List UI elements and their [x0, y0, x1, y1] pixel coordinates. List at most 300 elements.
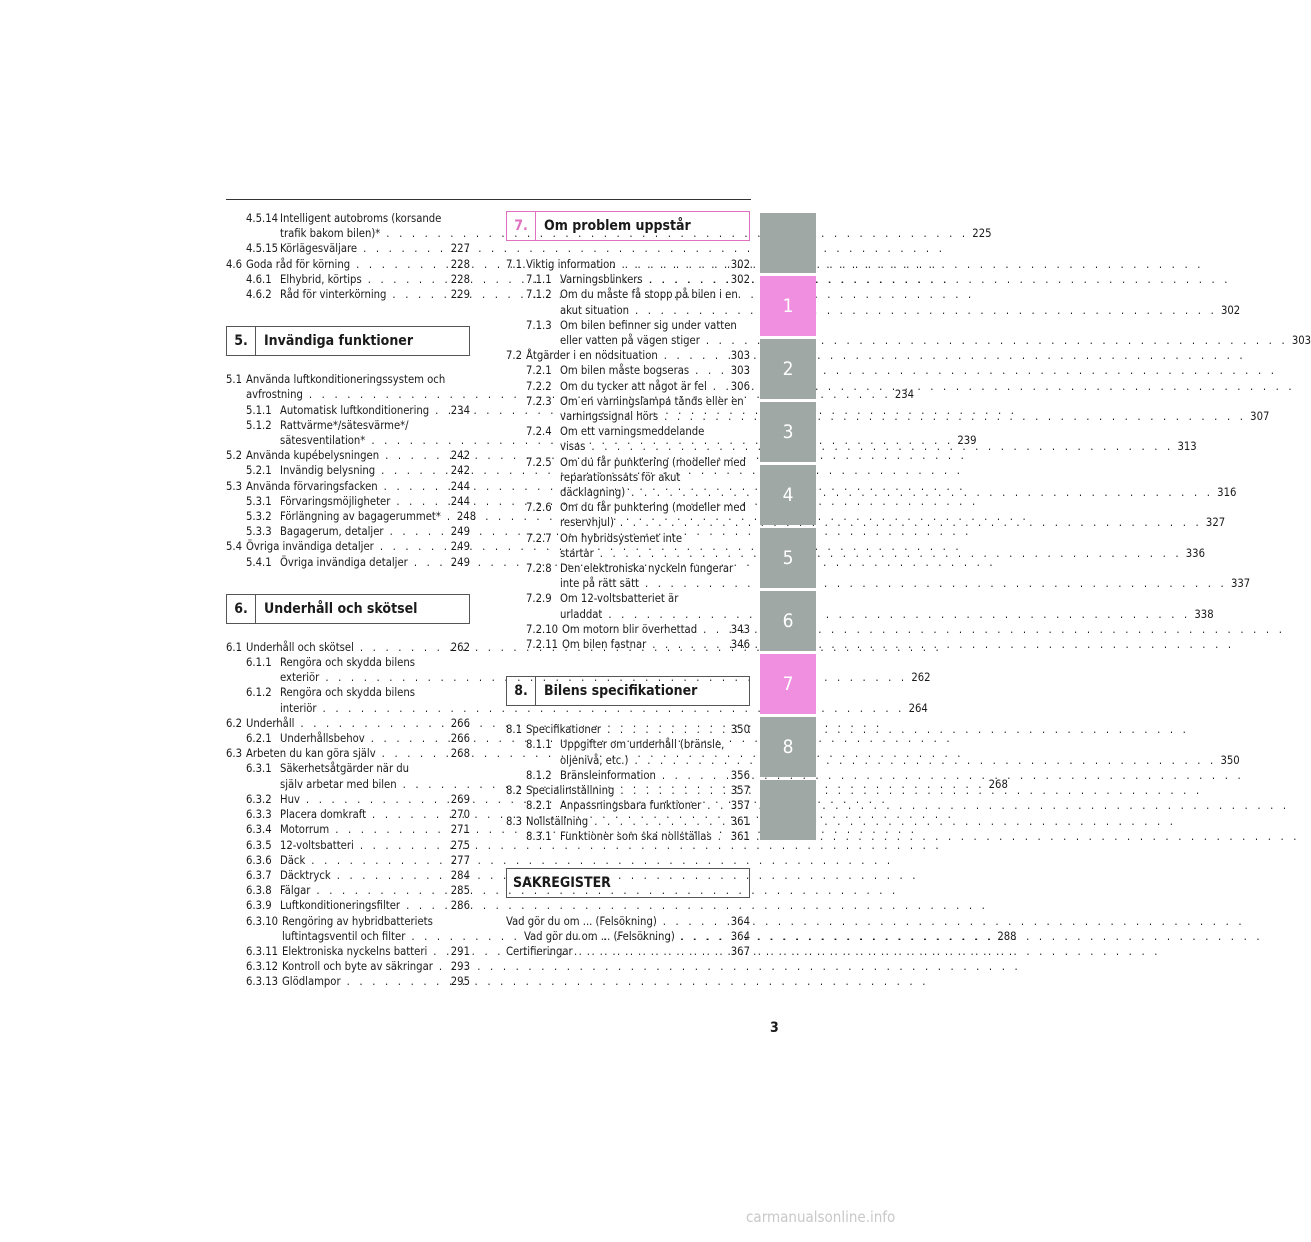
toc-entry-page: 244 — [450, 494, 470, 508]
toc-entry[interactable] — [506, 318, 1311, 348]
toc-entry[interactable] — [226, 287, 470, 302]
toc-entry-page: 234 — [894, 388, 915, 402]
leader-dots — [331, 868, 451, 883]
leader-dots — [294, 716, 450, 731]
toc-entry-page: 291 — [450, 944, 470, 958]
toc-entry-title: Rattvärme*/sätesvärme*/ — [280, 418, 409, 432]
toc-entry-title: Vad gör du om ... (Felsökning) — [524, 930, 675, 944]
toc-entry[interactable] — [226, 448, 470, 463]
toc-entry-title: Certifieringar — [506, 945, 573, 959]
toc-entry-number: 8.3.1 — [526, 829, 552, 843]
toc-entry-page: 302 — [1221, 303, 1241, 317]
toc-entry[interactable] — [226, 403, 470, 418]
toc-row — [526, 622, 750, 637]
toc-entry[interactable] — [506, 379, 750, 394]
toc-entry-number: 7.2.6 — [526, 501, 552, 515]
toc-entry-number: 6.3.11 — [246, 944, 279, 958]
toc-entry[interactable] — [506, 455, 1237, 501]
toc-entry[interactable] — [506, 257, 750, 272]
toc-entry-number: 6.1 — [226, 640, 243, 654]
toc-entry-number: 5.1 — [226, 373, 243, 387]
toc-entry-title-continued: exteriör — [280, 671, 320, 685]
chapter-tab[interactable]: 6 — [760, 591, 816, 651]
chapter-tab[interactable]: 1 — [760, 276, 816, 336]
toc-entry-number: 6.3.13 — [246, 975, 279, 989]
toc-entry[interactable] — [226, 494, 470, 509]
toc-row — [246, 807, 470, 822]
toc-entry-title-continued: akut situation — [560, 303, 629, 317]
toc-entry-page: 303 — [730, 349, 750, 363]
toc-entry-page: 242 — [450, 449, 470, 463]
toc-entry-page: 303 — [1291, 334, 1311, 348]
toc-entry-title: Om bilen befinner sig under vatten — [560, 318, 737, 332]
toc-entry-page: 306 — [730, 379, 750, 393]
toc-entry[interactable] — [226, 792, 470, 807]
toc-row — [246, 509, 477, 524]
toc-entry-title-continued: däcklagning) — [560, 486, 626, 500]
toc-entry-page: 307 — [1250, 410, 1270, 424]
toc-entry-number: 8.2 — [506, 784, 523, 798]
toc-row — [246, 792, 470, 807]
toc-entry-page: 336 — [1185, 546, 1205, 560]
toc-entry-title: Underhåll — [246, 716, 295, 730]
toc-entry-number: 7.2.3 — [526, 394, 552, 408]
toc-entry[interactable] — [226, 257, 470, 272]
toc-entry[interactable] — [506, 737, 1240, 767]
toc-entry[interactable] — [226, 868, 470, 883]
toc-entry-number: 6.3.2 — [246, 792, 272, 806]
toc-entry-page: 268 — [988, 777, 1008, 791]
toc-entry-number: 5.3 — [226, 479, 243, 493]
leader-dots — [329, 822, 451, 837]
toc-entry-page: 249 — [450, 555, 470, 569]
toc-entry-number: 6.1.2 — [246, 686, 272, 700]
toc-entry-number: 4.6.2 — [246, 288, 272, 302]
toc-entry[interactable] — [226, 509, 477, 524]
toc-entry-page: 338 — [1194, 607, 1214, 621]
toc-entry-page: 228 — [450, 257, 470, 271]
toc-entry-page: 346 — [730, 638, 750, 652]
toc-row — [246, 524, 470, 539]
toc-row — [226, 257, 470, 272]
section-title: Om problem uppstår — [544, 218, 691, 234]
toc-row — [526, 737, 750, 752]
toc-entry-number: 7.2.4 — [526, 425, 552, 439]
leader-dots — [386, 287, 450, 302]
leader-dots — [384, 524, 451, 539]
toc-row — [226, 372, 470, 387]
leader-dots — [350, 257, 451, 272]
leader-dots — [375, 463, 451, 478]
toc-entry-title: Rengöra och skydda bilens — [280, 686, 415, 700]
toc-row — [246, 241, 470, 256]
toc-entry[interactable] — [506, 272, 750, 287]
toc-row — [526, 798, 750, 813]
toc-row — [506, 783, 750, 798]
toc-row — [246, 555, 470, 570]
leader-dots — [357, 241, 451, 256]
leader-dots — [588, 814, 731, 829]
toc-entry-number: 8.3 — [506, 814, 523, 828]
toc-entry[interactable] — [506, 591, 1214, 621]
toc-entry-number: 6.3.5 — [246, 838, 272, 852]
toc-entry-page: 293 — [450, 960, 470, 974]
toc-entry[interactable] — [226, 898, 470, 913]
section-title: Bilens specifikationer — [544, 683, 698, 700]
leader-dots — [585, 440, 1177, 453]
toc-row — [246, 272, 470, 287]
toc-entry-title: Om du måste få stopp på bilen i en — [560, 288, 738, 302]
toc-entry-number: 6.3.9 — [246, 899, 272, 913]
toc-row — [526, 607, 1214, 622]
toc-entry-title-continued: interiör — [280, 701, 317, 715]
toc-entry-number: 6.3.4 — [246, 823, 272, 837]
toc-entry-page: 337 — [1230, 577, 1251, 591]
chapter-tab[interactable]: 4 — [760, 465, 816, 525]
toc-entry-title: Specifikationer — [526, 723, 602, 737]
toc-entry[interactable] — [506, 914, 750, 929]
toc-entry-title: Elektroniska nyckelns batteri — [282, 944, 428, 958]
toc-entry-page: 313 — [1177, 440, 1197, 454]
toc-entry[interactable] — [226, 539, 470, 554]
section-number: 7. — [507, 212, 536, 240]
toc-row — [226, 640, 470, 655]
toc-entry-number: 7.2.2 — [526, 379, 552, 393]
toc-entry[interactable] — [506, 363, 750, 378]
toc-entry-title-continued: själv arbetar med bilen — [280, 777, 397, 791]
leader-dots — [658, 410, 1250, 423]
toc-row — [526, 576, 1251, 591]
toc-row — [246, 211, 470, 226]
toc-row — [246, 463, 470, 478]
chapter-tab[interactable]: 3 — [760, 402, 816, 462]
toc-entry[interactable] — [226, 822, 470, 837]
toc-entry-page: 350 — [730, 723, 750, 737]
toc-entry-title: Förvaringsmöjligheter — [280, 494, 391, 508]
toc-entry-title: Huv — [280, 792, 300, 806]
leader-dots — [629, 304, 1221, 317]
toc-entry[interactable] — [226, 655, 931, 685]
toc-entry-number: 4.6 — [226, 257, 243, 271]
toc-entry[interactable] — [506, 622, 750, 637]
chapter-tab[interactable]: 8 — [760, 717, 816, 777]
toc-entry-page: 364 — [730, 914, 750, 928]
toc-entry[interactable] — [506, 768, 750, 783]
toc-entry-number: 7.2.8 — [526, 562, 552, 576]
toc-entry-number: 5.2 — [226, 449, 243, 463]
toc-entry[interactable] — [506, 783, 750, 798]
toc-entry-page: 234 — [450, 403, 470, 417]
leader-dots — [701, 798, 730, 813]
toc-entry[interactable] — [226, 241, 470, 256]
page-number: 3 — [770, 1020, 779, 1036]
toc-entry-page: 357 — [730, 799, 750, 813]
toc-entry-title: Elhybrid, körtips — [280, 272, 362, 286]
leader-dots — [310, 883, 450, 898]
toc-entry-page: 356 — [730, 768, 750, 782]
section-number: 8. — [507, 677, 536, 705]
top-rule — [226, 199, 751, 200]
toc-entry-page: 302 — [730, 258, 750, 271]
toc-entry-page: 303 — [730, 364, 750, 378]
toc-entry-page: 343 — [730, 622, 750, 636]
toc-entry-title: Om bilen fastnar — [562, 638, 647, 652]
leader-dots — [643, 272, 731, 287]
toc-row — [526, 753, 1240, 768]
toc-entry-page: 270 — [450, 808, 470, 822]
section-heading — [506, 211, 750, 241]
toc-entry-number: 7.2.1 — [526, 364, 552, 378]
toc-entry-number: 4.5.14 — [246, 212, 279, 225]
toc-row — [246, 898, 470, 913]
toc-entry-title: Om du får punktering (modeller med — [560, 455, 746, 469]
toc-row — [526, 637, 750, 652]
leader-dots — [639, 577, 1231, 590]
toc-entry-title: Säkerhetsåtgärder när du — [280, 762, 410, 776]
toc-entry-title: Fälgar — [280, 884, 311, 898]
leader-dots — [614, 516, 1206, 529]
toc-entry-title: Om ett varningsmeddelande — [560, 425, 705, 439]
toc-entry-page: 249 — [450, 540, 470, 554]
toc-row — [526, 363, 750, 378]
toc-entry-title: Övriga invändiga detaljer — [246, 540, 374, 554]
toc-entry[interactable] — [226, 524, 470, 539]
leader-dots — [689, 363, 731, 378]
toc-entry[interactable] — [506, 637, 750, 652]
leader-dots — [601, 722, 731, 737]
toc-entry-number: 8.1.2 — [526, 768, 552, 782]
leader-dots — [712, 829, 731, 844]
toc-entry[interactable] — [226, 807, 470, 822]
toc-entry-page: 361 — [730, 829, 750, 843]
toc-entry-title: 12-voltsbatteri — [280, 838, 354, 852]
toc-entry-number: 6.3.3 — [246, 808, 272, 822]
toc-row — [526, 379, 750, 394]
toc-entry-title: Däcktryck — [280, 868, 331, 882]
toc-entry-number: 8.1.1 — [526, 738, 552, 752]
toc-row — [526, 303, 1241, 318]
toc-entry-title: Rengöring av hybridbatteriets — [282, 914, 433, 928]
toc-entry-title-continued: oljenivå, etc.) — [560, 753, 629, 767]
toc-entry-page: 288 — [997, 929, 1017, 943]
leader-dots — [365, 731, 451, 746]
toc-row — [246, 403, 470, 418]
chapter-tab[interactable]: 7 — [760, 654, 816, 714]
toc-entry[interactable] — [506, 722, 750, 737]
toc-entry-number: 5.1.2 — [246, 418, 272, 432]
toc-entry-page: 327 — [1205, 516, 1226, 530]
toc-entry[interactable] — [506, 561, 1251, 591]
toc-row — [524, 929, 750, 944]
toc-row — [506, 914, 750, 929]
section-number: 5. — [227, 327, 256, 355]
leader-dots — [354, 640, 451, 655]
toc-entry-page: 357 — [730, 784, 750, 798]
leader-dots — [390, 494, 450, 509]
toc-entry[interactable] — [226, 959, 470, 974]
toc-entry[interactable] — [226, 463, 470, 478]
toc-entry-number: 7.2.10 — [526, 622, 559, 636]
toc-entry-title-continued: trafik bakom bilen)* — [280, 227, 381, 241]
toc-entry[interactable] — [226, 944, 470, 959]
toc-entry-page: 268 — [450, 747, 470, 761]
toc-entry-page: 228 — [450, 272, 470, 286]
chapter-tab[interactable]: 2 — [760, 339, 816, 399]
leader-dots — [646, 637, 731, 652]
leader-dots — [305, 853, 451, 868]
toc-entry[interactable] — [506, 929, 750, 944]
toc-entry-page: 350 — [1220, 753, 1240, 767]
toc-entry[interactable] — [226, 716, 470, 731]
toc-entry-page: 277 — [450, 853, 470, 867]
leader-dots — [400, 898, 451, 913]
section-heading — [226, 594, 470, 624]
toc-entry[interactable] — [226, 853, 470, 868]
toc-entry-page: 367 — [730, 945, 750, 959]
toc-entry-title: Viktig information — [526, 258, 616, 271]
toc-row — [246, 685, 470, 700]
leader-dots — [341, 974, 451, 989]
toc-entry-title: Arbeten du kan göra själv — [246, 747, 376, 761]
toc-entry-title: Bagagerum, detaljer — [280, 525, 384, 539]
toc-entry-title: Om hybridsystemet inte — [560, 531, 683, 545]
toc-entry-page: 266 — [450, 716, 470, 730]
toc-entry-number: 5.1.1 — [246, 403, 272, 417]
leader-dots — [625, 486, 1217, 499]
toc-entry-number: 6.1.1 — [246, 656, 272, 670]
toc-entry-number: 7.1.1 — [526, 273, 552, 287]
toc-entry-title-continued: reservhjul) — [560, 516, 614, 530]
toc-entry-title: Specialinställning — [526, 784, 615, 798]
toc-row — [246, 959, 470, 974]
toc-entry[interactable] — [226, 555, 470, 570]
toc-entry-title: Använda förvaringsfacken — [246, 479, 378, 493]
leader-dots — [374, 539, 451, 554]
toc-entry-title: Vad gör du om ... (Felsökning) — [506, 914, 657, 928]
chapter-tab[interactable] — [760, 213, 816, 273]
toc-entry[interactable] — [506, 798, 750, 813]
leader-dots — [656, 768, 731, 783]
toc-entry-number: 6.3.10 — [246, 914, 279, 928]
toc-entry-title: Automatisk luftkonditionering — [280, 403, 430, 417]
toc-entry[interactable] — [506, 814, 750, 829]
leader-dots — [408, 555, 451, 570]
toc-entry-title: Varningsblinkers — [560, 273, 643, 287]
toc-row — [526, 455, 750, 470]
toc-row — [506, 257, 750, 272]
toc-entry[interactable] — [226, 640, 470, 655]
leader-dots — [427, 944, 451, 959]
toc-entry-title: Däck — [280, 853, 306, 867]
leader-dots — [433, 959, 451, 974]
toc-row — [526, 561, 750, 576]
leader-dots — [573, 944, 731, 959]
toc-entry-title: Goda råd för körning — [246, 257, 351, 271]
toc-entry-number: 6.3.8 — [246, 884, 272, 898]
toc-entry-page: 316 — [1217, 486, 1237, 500]
leader-dots — [378, 479, 451, 494]
toc-entry-title: Motorrum — [280, 823, 330, 837]
toc-entry-number: 6.3.12 — [246, 960, 279, 974]
toc-entry-title: Om du tycker att något är fel — [560, 379, 707, 393]
toc-row — [526, 829, 750, 844]
leader-dots — [616, 257, 731, 272]
toc-row — [506, 722, 750, 737]
section-heading — [506, 676, 750, 706]
toc-entry-title-continued: luftintagsventil och filter — [282, 929, 406, 943]
toc-entry-title: Om motorn blir överhettad — [562, 622, 698, 636]
toc-entry-page: 361 — [730, 814, 750, 828]
toc-entry-title: Rengöra och skydda bilens — [280, 656, 415, 670]
toc-entry-page: 286 — [450, 899, 470, 913]
toc-entry-number: 4.5.15 — [246, 242, 279, 256]
leader-dots — [628, 754, 1220, 767]
toc-entry-page: 242 — [450, 464, 470, 478]
toc-entry-title: Underhåll och skötsel — [246, 640, 354, 654]
toc-row — [226, 716, 470, 731]
toc-entry-title: Förlängning av bagagerummet* — [280, 510, 441, 524]
watermark: carmanualsonline.info — [746, 1208, 896, 1226]
toc-row — [526, 318, 750, 333]
toc-entry[interactable] — [226, 883, 470, 898]
toc-entry-number: 7.1.2 — [526, 288, 552, 302]
toc-entry-title-continued: urladdat — [560, 607, 603, 621]
toc-entry-title: Om du får punktering (modeller med — [560, 501, 746, 515]
toc-entry-number: 7.2.5 — [526, 455, 552, 469]
toc-entry-title: Körlägesväljare — [280, 242, 358, 256]
toc-entry[interactable] — [226, 974, 470, 989]
toc-entry-title: Placera domkraft — [280, 808, 367, 822]
toc-entry-title: Glödlampor — [282, 975, 341, 989]
leader-dots — [429, 403, 451, 418]
toc-entry[interactable] — [226, 731, 470, 746]
leader-dots — [657, 914, 731, 929]
chapter-tab[interactable]: 5 — [760, 528, 816, 588]
toc-row — [526, 394, 750, 409]
toc-entry-title: Om 12-voltsbatteriet är — [560, 592, 679, 606]
toc-entry[interactable] — [226, 479, 470, 494]
leader-dots — [707, 379, 731, 394]
toc-entry[interactable] — [506, 500, 1226, 530]
toc-entry-title: Bränsleinformation — [560, 768, 656, 782]
toc-entry-number: 6.2 — [226, 716, 243, 730]
toc-entry-number: 6.3.7 — [246, 868, 272, 882]
section-heading — [506, 868, 750, 898]
toc-row — [246, 701, 928, 716]
toc-entry[interactable] — [506, 829, 750, 844]
leader-dots — [697, 622, 731, 637]
toc-entry[interactable] — [226, 838, 470, 853]
toc-row — [246, 418, 470, 433]
toc-entry[interactable] — [226, 272, 470, 287]
toc-entry-number: 6.3 — [226, 747, 243, 761]
toc-row — [526, 531, 750, 546]
toc-entry[interactable] — [506, 531, 1205, 561]
toc-entry-title-continued: reparationssats för akut — [560, 470, 681, 484]
toc-entry-title: Nollställning — [526, 814, 589, 828]
toc-entry-number: 7.2 — [506, 349, 523, 363]
toc-entry-number: 7.2.7 — [526, 531, 552, 545]
toc-entry-page: 271 — [450, 823, 470, 837]
toc-entry[interactable] — [226, 746, 470, 761]
toc-entry[interactable] — [506, 348, 750, 363]
toc-entry-page: 364 — [730, 930, 750, 944]
chapter-tab[interactable] — [760, 780, 816, 840]
toc-entry[interactable] — [506, 287, 1241, 317]
toc-entry[interactable] — [506, 944, 750, 959]
toc-row — [226, 539, 470, 554]
toc-row — [246, 883, 470, 898]
